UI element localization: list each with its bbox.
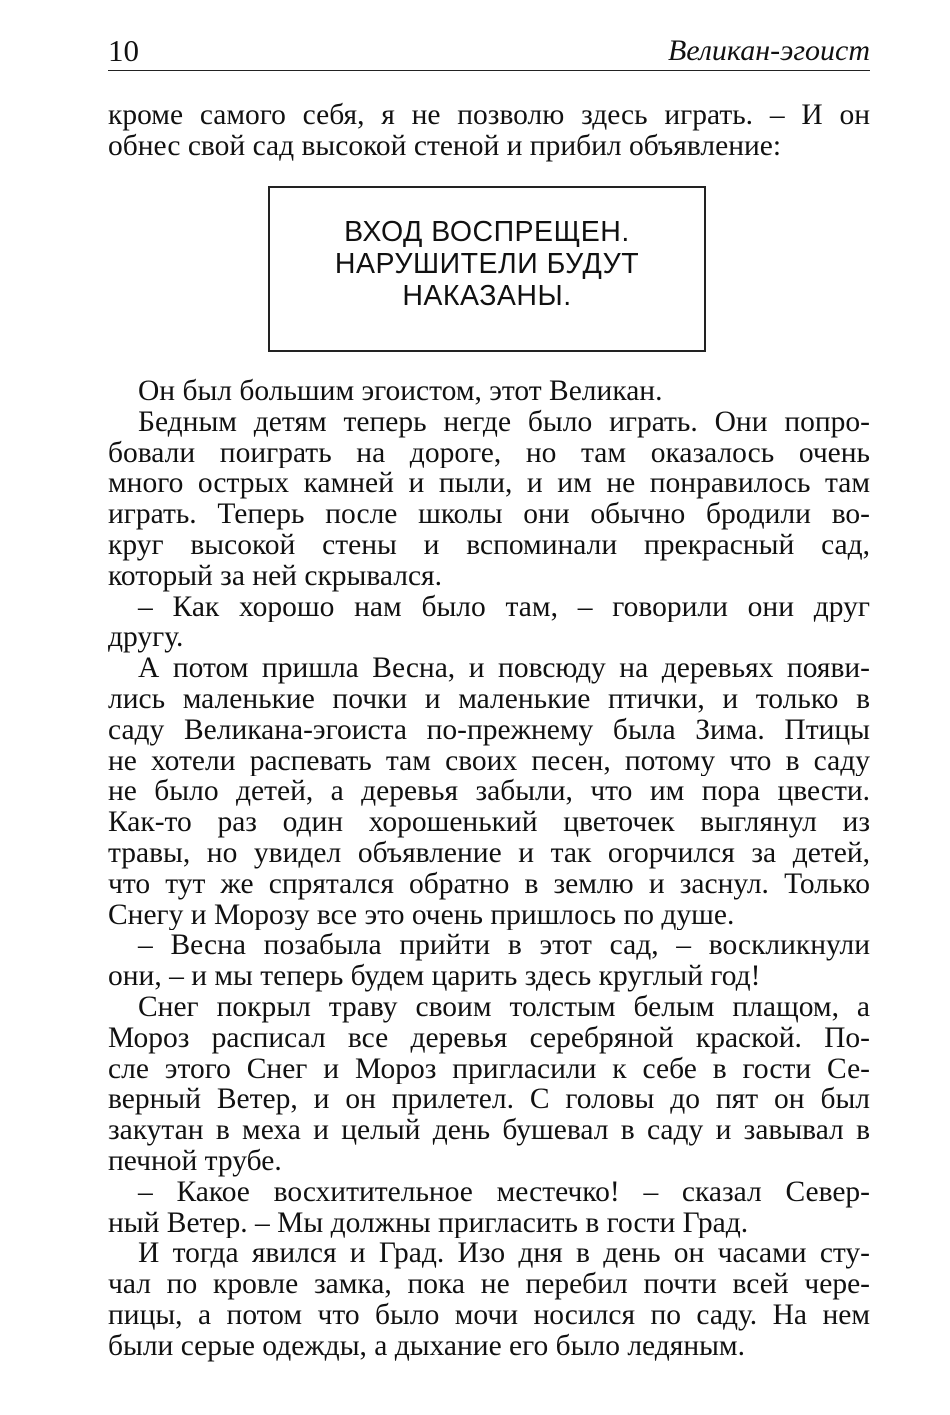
text-line: были серые одежды, а дыхание его было ледяным. [108, 1330, 745, 1362]
text-line: чал по кровле замка, пока не перебил почти всей чере- [108, 1269, 870, 1300]
text-line: – Весна позабыла прийти в этот сад, – воскликнули [138, 930, 870, 962]
page-number: 10 [108, 33, 139, 68]
text-line: закутан в меха и целый день бушевал в саду и завывал в [108, 1115, 870, 1146]
text-line: много острых камней и пыли, и им не понравилось там [108, 468, 870, 500]
text-line: бовали поиграть на дороге, но там оказалось очень [108, 437, 870, 469]
notice-sign [268, 186, 706, 352]
text-line: круг высокой стены и вспоминали прекрасный сад, [108, 529, 870, 561]
notice-line: ВХОД ВОСПРЕЩЕН. [344, 216, 630, 248]
text-line: кроме самого себя, я не позволю здесь играть. – И он [108, 100, 870, 131]
main-text [108, 376, 870, 1362]
text-line: А потом пришла Весна, и повсюду на деревьях появи- [138, 653, 870, 684]
text-line: – Как хорошо нам было там, – говорили они друг [138, 591, 870, 623]
notice-line: НАКАЗАНЫ. [402, 280, 572, 312]
text-line: они, – и мы теперь будем царить здесь круглый год! [108, 961, 761, 992]
text-line: ный Ветер. – Мы должны пригласить в гости Град. [108, 1207, 749, 1239]
text-line: который за ней скрывался. [108, 560, 442, 592]
notice-line: НАРУШИТЕЛИ БУДУТ [334, 248, 640, 280]
text-line: Снег покрыл траву своим толстым белым плащом, а [138, 991, 870, 1023]
text-line: Как-то раз один хорошенький цветочек выглянул из [108, 807, 870, 838]
text-line: играть. Теперь после школы они обычно бродили во- [108, 499, 870, 530]
text-line: Снегу и Морозу все это очень пришлось по душе. [108, 899, 735, 931]
running-head [108, 28, 870, 71]
text-line: что тут же спрятался обратно в землю и заснул. Только [108, 868, 870, 900]
text-line: травы, но увидел объявление и так огорчился за детей, [108, 837, 870, 869]
text-line: не было детей, а деревья забыли, что им пора цвести. [108, 776, 870, 808]
text-line: Бедным детям теперь негде было играть. Они попро- [138, 406, 870, 438]
text-line: И тогда явился и Град. Изо дня в день он часами сту- [138, 1238, 870, 1270]
text-line: лись маленькие почки и маленькие птички, и только в [108, 683, 870, 715]
text-line: верный Ветер, и он прилетел. С головы до пят он был [108, 1084, 870, 1116]
text-line: не хотели распевать там своих песен, потому что в саду [108, 745, 870, 777]
text-line: пицы, а потом что было мочи носился по саду. На нем [108, 1299, 870, 1331]
text-line: саду Великана-эгоиста по-прежнему была Зима. Птицы [108, 714, 870, 746]
text-line: другу. [108, 622, 184, 654]
text-line: печной трубе. [108, 1145, 282, 1177]
text-line: сле этого Снег и Мороз пригласили к себе в гости Се- [108, 1053, 870, 1085]
text-line: – Какое восхитительное местечко! – сказал Север- [138, 1176, 870, 1208]
running-title: Великан-эгоист [667, 34, 870, 67]
text-line: обнес свой сад высокой стеной и прибил объявление: [108, 130, 782, 162]
text-line: Мороз расписал все деревья серебряной краской. По- [108, 1022, 870, 1054]
intro-paragraph [108, 100, 870, 162]
text-line: Он был большим эгоистом, этот Великан. [138, 376, 663, 407]
